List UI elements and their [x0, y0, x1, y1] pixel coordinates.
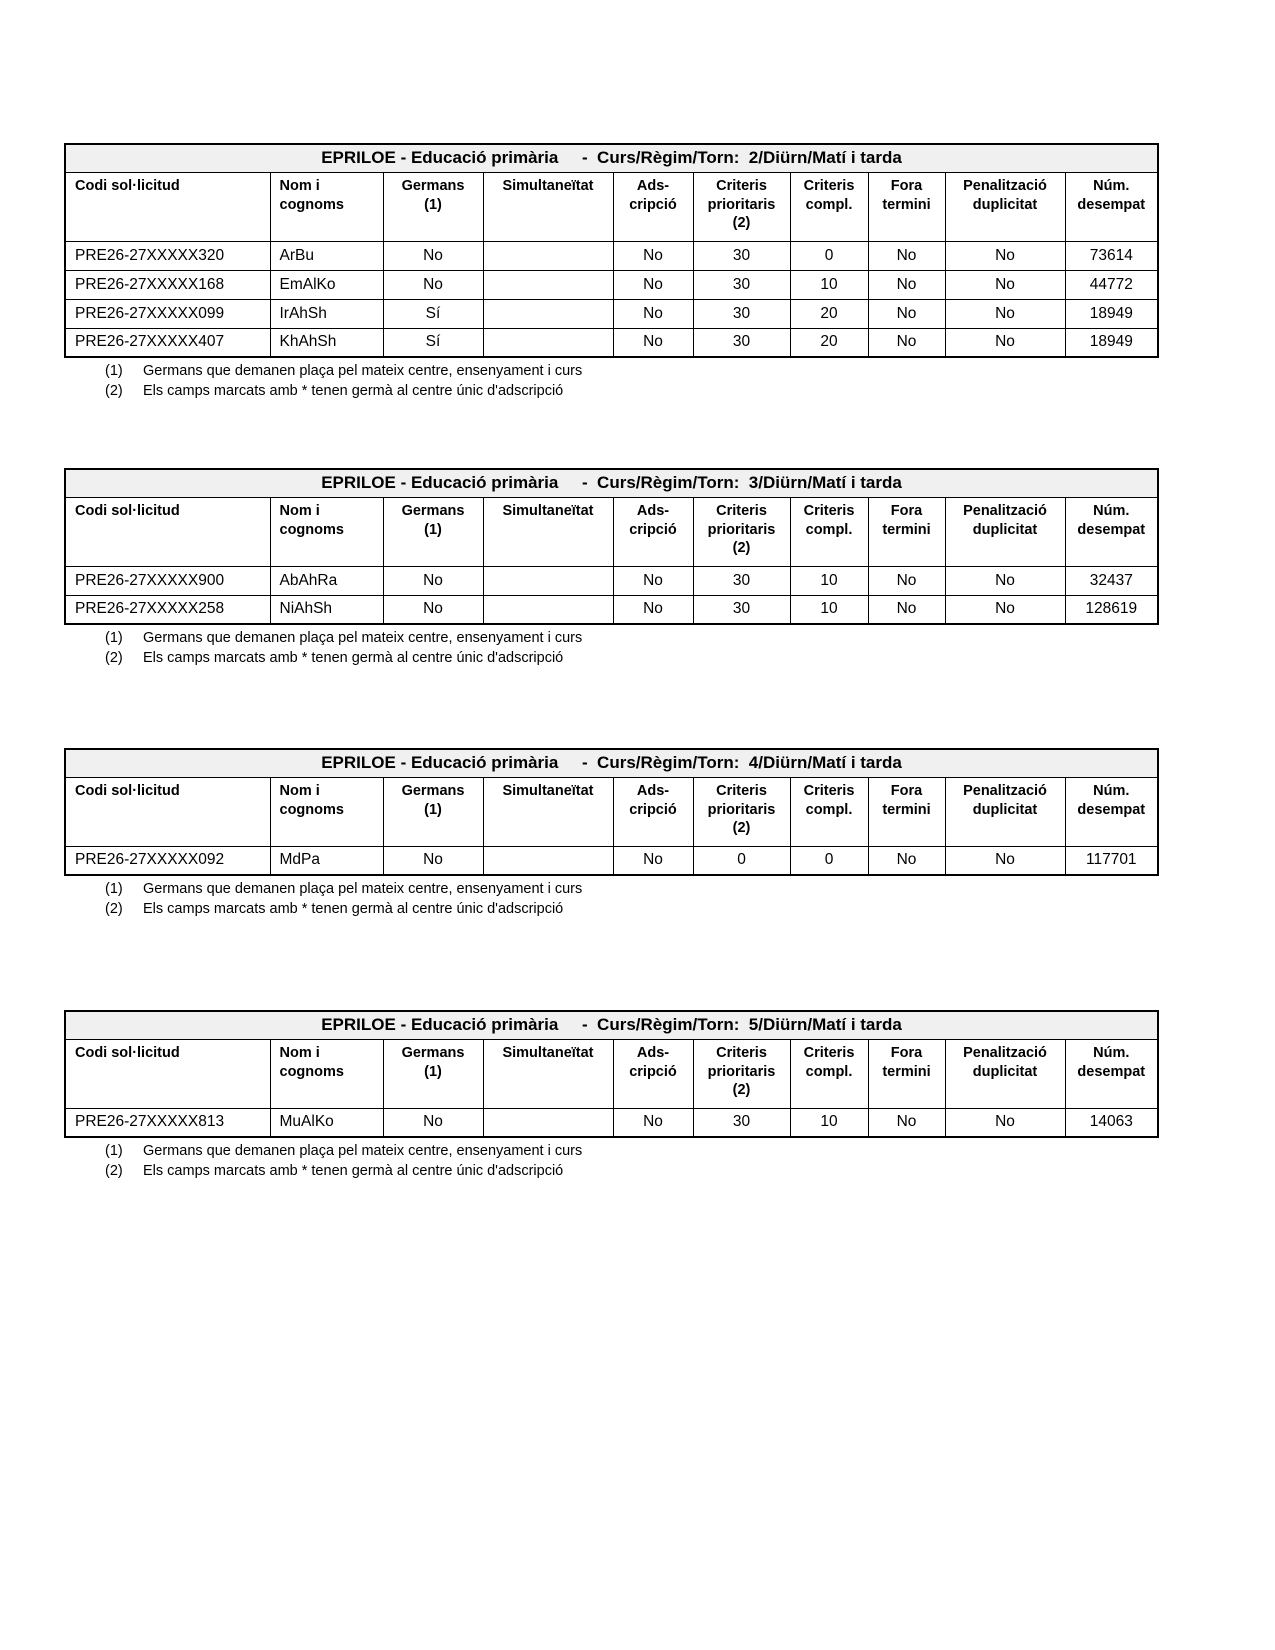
column-header-criteris-prioritaris: Criteris prioritaris (2) — [693, 173, 790, 242]
table-row — [65, 241, 1158, 270]
cell-criteris-prioritaris: 30 — [693, 595, 790, 624]
cell-nom-i-cognoms: IrAhSh — [270, 299, 383, 328]
cell-penalitzacio-duplicitat: No — [945, 1108, 1065, 1137]
cell-criteris-prioritaris: 30 — [693, 299, 790, 328]
report-table — [64, 1010, 1159, 1138]
cell-codi-sollicitud: PRE26-27XXXXX168 — [65, 270, 270, 299]
report-table-block — [64, 143, 1157, 401]
footnote-marker: (2) — [105, 650, 123, 667]
cell-fora-termini: No — [868, 595, 945, 624]
cell-criteris-prioritaris: 30 — [693, 270, 790, 299]
cell-germans: No — [383, 566, 483, 595]
footnote-text: Germans que demanen plaça pel mateix centre, ensenyament i curs — [143, 363, 583, 380]
table-row — [65, 846, 1158, 875]
cell-simultaneitat — [483, 270, 613, 299]
cell-nom-i-cognoms: ArBu — [270, 241, 383, 270]
cell-nom-i-cognoms: MuAlKo — [270, 1108, 383, 1137]
cell-nom-i-cognoms: NiAhSh — [270, 595, 383, 624]
cell-fora-termini: No — [868, 1108, 945, 1137]
footnote-line — [105, 381, 1157, 401]
cell-criteris-prioritaris: 30 — [693, 1108, 790, 1137]
column-header-num-desempat: Núm. desempat — [1065, 173, 1158, 242]
cell-penalitzacio-duplicitat: No — [945, 241, 1065, 270]
table-title: EPRILOE - Educació primària - Curs/Règim/Torn: 5/Diürn/Matí i tarda — [65, 1011, 1158, 1040]
cell-num-desempat: 32437 — [1065, 566, 1158, 595]
column-header-criteris-prioritaris: Criteris prioritaris (2) — [693, 778, 790, 847]
footnote-line — [105, 1141, 1157, 1161]
cell-criteris-compl: 0 — [790, 241, 868, 270]
cell-fora-termini: No — [868, 566, 945, 595]
column-header-simultaneitat: Simultaneïtat — [483, 173, 613, 242]
cell-germans: No — [383, 595, 483, 624]
column-header-penalitzacio-duplicitat: Penalització duplicitat — [945, 1040, 1065, 1109]
footnote-text: Germans que demanen plaça pel mateix centre, ensenyament i curs — [143, 630, 583, 647]
footnote-marker: (1) — [105, 630, 123, 647]
cell-criteris-compl: 20 — [790, 299, 868, 328]
cell-criteris-compl: 0 — [790, 846, 868, 875]
footnote-marker: (1) — [105, 1143, 123, 1160]
cell-criteris-compl: 10 — [790, 566, 868, 595]
column-header-num-desempat: Núm. desempat — [1065, 498, 1158, 567]
column-header-germans: Germans (1) — [383, 1040, 483, 1109]
cell-penalitzacio-duplicitat: No — [945, 270, 1065, 299]
cell-penalitzacio-duplicitat: No — [945, 299, 1065, 328]
table-row — [65, 595, 1158, 624]
cell-adscripcio: No — [613, 846, 693, 875]
cell-num-desempat: 44772 — [1065, 270, 1158, 299]
cell-num-desempat: 18949 — [1065, 299, 1158, 328]
cell-num-desempat: 18949 — [1065, 328, 1158, 357]
column-header-fora-termini: Fora termini — [868, 498, 945, 567]
column-header-criteris-prioritaris: Criteris prioritaris (2) — [693, 1040, 790, 1109]
table-title: EPRILOE - Educació primària - Curs/Règim/Torn: 2/Diürn/Matí i tarda — [65, 144, 1158, 173]
column-header-codi-sollicitud: Codi sol·licitud — [65, 498, 270, 567]
cell-criteris-prioritaris: 0 — [693, 846, 790, 875]
cell-nom-i-cognoms: MdPa — [270, 846, 383, 875]
cell-penalitzacio-duplicitat: No — [945, 328, 1065, 357]
column-header-codi-sollicitud: Codi sol·licitud — [65, 778, 270, 847]
footnote-line — [105, 361, 1157, 381]
cell-criteris-prioritaris: 30 — [693, 566, 790, 595]
column-header-fora-termini: Fora termini — [868, 1040, 945, 1109]
cell-criteris-compl: 20 — [790, 328, 868, 357]
cell-codi-sollicitud: PRE26-27XXXXX900 — [65, 566, 270, 595]
footnote-line — [105, 628, 1157, 648]
table-title: EPRILOE - Educació primària - Curs/Règim/Torn: 4/Diürn/Matí i tarda — [65, 749, 1158, 778]
report-table — [64, 748, 1159, 876]
cell-germans: Sí — [383, 299, 483, 328]
cell-germans: No — [383, 241, 483, 270]
table-row — [65, 299, 1158, 328]
report-table — [64, 143, 1159, 358]
cell-simultaneitat — [483, 328, 613, 357]
column-header-germans: Germans (1) — [383, 498, 483, 567]
table-title: EPRILOE - Educació primària - Curs/Règim/Torn: 3/Diürn/Matí i tarda — [65, 469, 1158, 498]
footnote-text: Els camps marcats amb * tenen germà al centre únic d'adscripció — [143, 901, 564, 918]
cell-criteris-prioritaris: 30 — [693, 241, 790, 270]
column-header-adscripcio: Ads- cripció — [613, 778, 693, 847]
cell-adscripcio: No — [613, 1108, 693, 1137]
footnote-line — [105, 899, 1157, 919]
cell-codi-sollicitud: PRE26-27XXXXX092 — [65, 846, 270, 875]
column-header-nom-i-cognoms: Nom i cognoms — [270, 498, 383, 567]
cell-simultaneitat — [483, 595, 613, 624]
footnote-text: Germans que demanen plaça pel mateix centre, ensenyament i curs — [143, 1143, 583, 1160]
column-header-nom-i-cognoms: Nom i cognoms — [270, 1040, 383, 1109]
column-header-fora-termini: Fora termini — [868, 778, 945, 847]
column-header-fora-termini: Fora termini — [868, 173, 945, 242]
cell-adscripcio: No — [613, 328, 693, 357]
column-header-criteris-compl: Criteris compl. — [790, 778, 868, 847]
cell-criteris-compl: 10 — [790, 270, 868, 299]
table-row — [65, 566, 1158, 595]
cell-adscripcio: No — [613, 595, 693, 624]
cell-penalitzacio-duplicitat: No — [945, 566, 1065, 595]
cell-codi-sollicitud: PRE26-27XXXXX099 — [65, 299, 270, 328]
cell-num-desempat: 73614 — [1065, 241, 1158, 270]
column-header-criteris-prioritaris: Criteris prioritaris (2) — [693, 498, 790, 567]
column-header-nom-i-cognoms: Nom i cognoms — [270, 778, 383, 847]
cell-nom-i-cognoms: AbAhRa — [270, 566, 383, 595]
column-header-nom-i-cognoms: Nom i cognoms — [270, 173, 383, 242]
cell-codi-sollicitud: PRE26-27XXXXX813 — [65, 1108, 270, 1137]
column-header-germans: Germans (1) — [383, 173, 483, 242]
column-header-criteris-compl: Criteris compl. — [790, 1040, 868, 1109]
cell-criteris-prioritaris: 30 — [693, 328, 790, 357]
column-header-simultaneitat: Simultaneïtat — [483, 498, 613, 567]
footnote-line — [105, 1161, 1157, 1181]
column-header-penalitzacio-duplicitat: Penalització duplicitat — [945, 173, 1065, 242]
table-footnotes — [64, 879, 1157, 919]
column-header-germans: Germans (1) — [383, 778, 483, 847]
report-table — [64, 468, 1159, 625]
footnote-marker: (1) — [105, 881, 123, 898]
cell-fora-termini: No — [868, 846, 945, 875]
column-header-penalitzacio-duplicitat: Penalització duplicitat — [945, 778, 1065, 847]
cell-codi-sollicitud: PRE26-27XXXXX407 — [65, 328, 270, 357]
footnote-marker: (2) — [105, 383, 123, 400]
cell-nom-i-cognoms: EmAlKo — [270, 270, 383, 299]
cell-num-desempat: 14063 — [1065, 1108, 1158, 1137]
cell-simultaneitat — [483, 566, 613, 595]
column-header-simultaneitat: Simultaneïtat — [483, 778, 613, 847]
cell-fora-termini: No — [868, 328, 945, 357]
footnote-marker: (2) — [105, 901, 123, 918]
footnote-line — [105, 648, 1157, 668]
table-row — [65, 1108, 1158, 1137]
cell-germans: No — [383, 1108, 483, 1137]
cell-num-desempat: 128619 — [1065, 595, 1158, 624]
cell-adscripcio: No — [613, 566, 693, 595]
table-row — [65, 270, 1158, 299]
cell-germans: No — [383, 846, 483, 875]
report-table-block — [64, 748, 1157, 919]
cell-fora-termini: No — [868, 299, 945, 328]
footnote-marker: (1) — [105, 363, 123, 380]
column-header-simultaneitat: Simultaneïtat — [483, 1040, 613, 1109]
cell-adscripcio: No — [613, 270, 693, 299]
cell-adscripcio: No — [613, 241, 693, 270]
column-header-codi-sollicitud: Codi sol·licitud — [65, 173, 270, 242]
cell-germans: No — [383, 270, 483, 299]
cell-criteris-compl: 10 — [790, 595, 868, 624]
cell-num-desempat: 117701 — [1065, 846, 1158, 875]
cell-penalitzacio-duplicitat: No — [945, 846, 1065, 875]
cell-penalitzacio-duplicitat: No — [945, 595, 1065, 624]
column-header-adscripcio: Ads- cripció — [613, 1040, 693, 1109]
cell-adscripcio: No — [613, 299, 693, 328]
cell-simultaneitat — [483, 241, 613, 270]
column-header-num-desempat: Núm. desempat — [1065, 778, 1158, 847]
column-header-criteris-compl: Criteris compl. — [790, 498, 868, 567]
column-header-criteris-compl: Criteris compl. — [790, 173, 868, 242]
column-header-penalitzacio-duplicitat: Penalització duplicitat — [945, 498, 1065, 567]
footnote-text: Els camps marcats amb * tenen germà al centre únic d'adscripció — [143, 383, 564, 400]
report-table-block — [64, 1010, 1157, 1181]
cell-criteris-compl: 10 — [790, 1108, 868, 1137]
cell-nom-i-cognoms: KhAhSh — [270, 328, 383, 357]
column-header-num-desempat: Núm. desempat — [1065, 1040, 1158, 1109]
cell-fora-termini: No — [868, 241, 945, 270]
table-footnotes — [64, 628, 1157, 668]
cell-germans: Sí — [383, 328, 483, 357]
column-header-codi-sollicitud: Codi sol·licitud — [65, 1040, 270, 1109]
footnote-marker: (2) — [105, 1163, 123, 1180]
cell-fora-termini: No — [868, 270, 945, 299]
cell-simultaneitat — [483, 1108, 613, 1137]
table-footnotes — [64, 361, 1157, 401]
cell-codi-sollicitud: PRE26-27XXXXX320 — [65, 241, 270, 270]
column-header-adscripcio: Ads- cripció — [613, 173, 693, 242]
column-header-adscripcio: Ads- cripció — [613, 498, 693, 567]
table-row — [65, 328, 1158, 357]
cell-codi-sollicitud: PRE26-27XXXXX258 — [65, 595, 270, 624]
footnote-text: Els camps marcats amb * tenen germà al centre únic d'adscripció — [143, 1163, 564, 1180]
cell-simultaneitat — [483, 299, 613, 328]
table-footnotes — [64, 1141, 1157, 1181]
footnote-text: Els camps marcats amb * tenen germà al centre únic d'adscripció — [143, 650, 564, 667]
footnote-text: Germans que demanen plaça pel mateix centre, ensenyament i curs — [143, 881, 583, 898]
footnote-line — [105, 879, 1157, 899]
cell-simultaneitat — [483, 846, 613, 875]
report-table-block — [64, 468, 1157, 668]
